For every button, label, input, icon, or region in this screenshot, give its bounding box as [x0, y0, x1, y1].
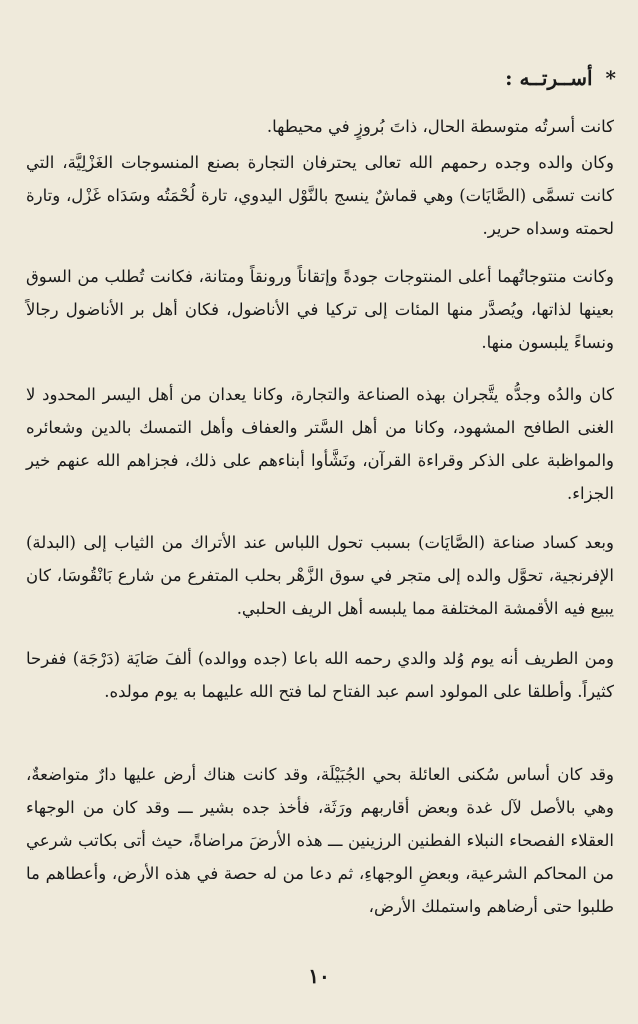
paragraph: كانت أسرتُه متوسطة الحال، ذاتَ بُروزٍ في محيطها. — [266, 117, 614, 136]
paragraph: وبعد كساد صناعة (الصَّايَات) بسبب تحول اللباس عند الأتراك من الثياب إلى (البدلة) الإفرنجية، تحوَّل والده إلى متجر في سوق الزَّهْر بحلب المتفرع من شارع بَانْقُوسَا، كان يبيع فيه الأقمشة المختلفة مما يلبسه أهل الريف الحلبي. — [26, 533, 614, 618]
section-title: أســرتــه : — [505, 66, 593, 90]
section-heading — [505, 66, 616, 90]
paragraph: وكانت منتوجاتُهما أعلى المنتوجات جودةً وإتقاناً ورونقاً ومتانة، فكانت تُطلب من السوق بعينها لذاتها، ويُصدَّر منها المئات إلى تركيا في الأناضول، فكان أهل بر الأناضول رجالاً ونساءً يلبسون منها. — [26, 267, 614, 352]
paragraph: كان والدُه وجدُّه يتَّجران بهذه الصناعة والتجارة، وكانا يعدان من أهل اليسر المحدود لا الغنى الطافح المشهود، وكانا من أهل السَّتر والعفاف وأهل التمسك بالدين وشعائره والمواظبة على الذكر وقراءة القرآن، ونَشَّأوا أبناءهم على ذلك، فجزاهم الله عنهم خير الجزاء. — [26, 385, 614, 503]
asterisk-marker: * — [605, 66, 616, 90]
paragraph: وقد كان أساس سُكنى العائلة بحي الجُبَيْلَة، وقد كانت هناك أرض عليها دارٌ متواضعةٌ، وهي بالأصل لآل غدة وبعض أقاربهم ورَثَة، فأخذ جده بشير ـــ وقد كان من الوجهاء العقلاء الفصحاء النبلاء الفطنين الرزينين ـــ هذه الأرضَ مراضاةً، حيث أتى بكاتب شرعي من المحاكم الشرعية، وبعضِ الوجهاءِ، ثم دعا من له حصة في هذه الأرض، وأعطاهم ما طلبوا حتى أرضاهم واستملك الأرض، — [26, 765, 614, 916]
paragraph: ومن الطريف أنه يوم وُلد والدي رحمه الله باعا (جده ووالده) ألفَ صَايَة (دَرْجَة) ففرحا كثيراً. وأطلقا على المولود اسم عبد الفتاح لما فتح الله عليهما به يوم مولده. — [26, 649, 614, 701]
page-number: ١٠ — [308, 964, 330, 988]
paragraph: وكان والده وجده رحمهم الله تعالى يحترفان التجارة بصنع المنسوجات الغَزْلِيَّة، التي كانت تسمَّى (الصَّايَات) وهي قماشٌ ينسج بالنَّوْل اليدوي، تارة لُحْمَتُه وسَدَاه غَزْل، وتارة لحمته وسداه حرير. — [26, 153, 614, 238]
